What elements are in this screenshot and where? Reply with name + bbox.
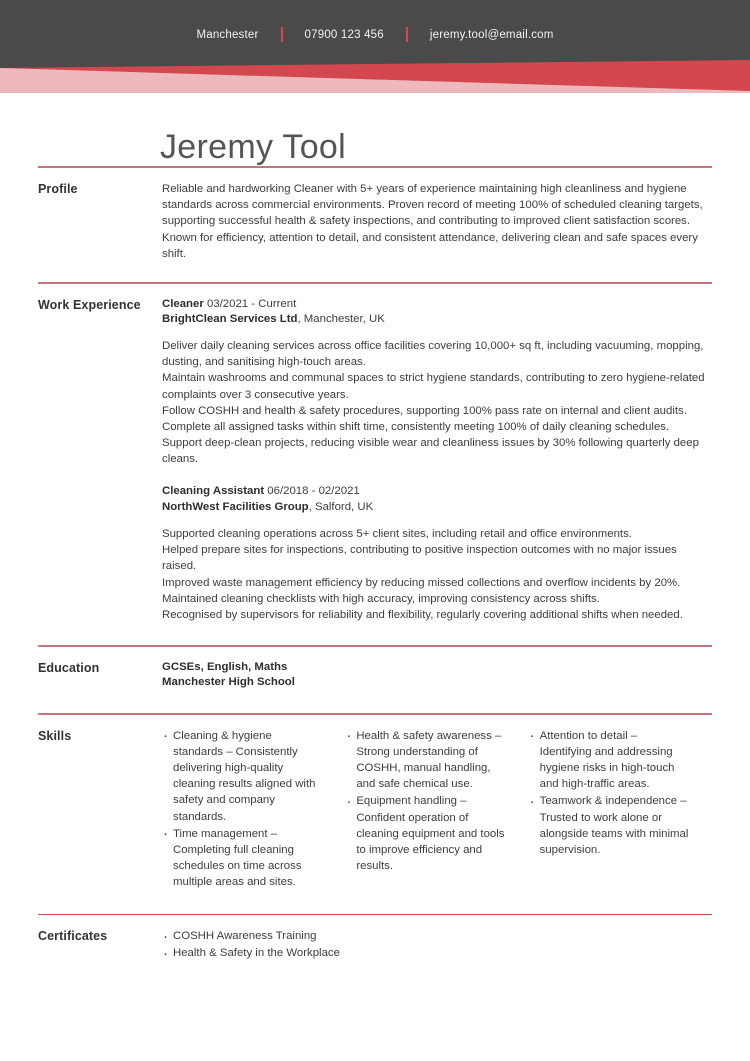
section-skills [38,715,712,914]
section-body-education [162,660,712,691]
skill-item: · Attention to detail – Identifying and addressing hygiene risks in high-touch and high-traffic areas. [529,728,690,793]
section-label-profile: Profile [38,181,78,196]
resume-header [0,0,750,93]
section-body-skills [162,728,712,892]
name-block [0,93,750,166]
job-line: Support deep-clean projects, reducing visible wear and cleanliness issues by 30% following quarterly deep cleans. [162,437,699,466]
contact-phone: 07900 123 456 [304,28,384,41]
candidate-name: Jeremy Tool [160,128,346,166]
certificates-list [162,928,712,961]
skills-list [162,728,323,891]
job-responsibilities [162,526,712,623]
section-work-experience [38,284,712,646]
job-line: Improved waste management efficiency by reducing missed collections and overflow incidents by 20%. [162,576,681,589]
job-dates: 06/2018 - 02/2021 [267,485,360,498]
job-line: Maintained cleaning checklists with high accuracy, improving consistency across shifts. [162,592,600,605]
education-degree: GCSEs, English, Maths [162,660,288,673]
section-education [38,647,712,713]
job-title: Cleaning Assistant [162,485,265,498]
skills-column [529,728,712,892]
certificate-item: · Health & Safety in the Workplace [162,945,712,961]
section-body-certificates [162,928,712,962]
job-title-line [162,297,712,313]
job-org-line [162,312,712,328]
section-profile [38,168,712,282]
certificate-item: · COSHH Awareness Training [162,928,712,944]
job-location: , Manchester, UK [297,313,385,326]
job-location: , Salford, UK [308,501,374,514]
job-line: Maintain washrooms and communal spaces to strict hygiene standards, contributing to zero hygiene-related complaints over 3 consecutive years. [162,372,705,401]
skill-item: · Cleaning & hygiene standards – Consistently delivering high-quality cleaning results aligned with safety and company standards. [162,728,323,825]
job-heading [162,484,712,515]
contact-email: jeremy.tool@email.com [429,28,554,41]
contact-location: Manchester [196,28,259,41]
job-line: Deliver daily cleaning services across office facilities covering 10,000+ sq ft, including vacuuming, mopping, dusting, and sanitising high-touch areas. [162,339,704,369]
education-school: Manchester High School [162,676,295,689]
skills-column [345,728,528,892]
skill-item: · Time management – Completing full cleaning schedules on time across multiple areas and sites. [162,826,323,891]
skill-item: · Teamwork & independence – Trusted to work alone or alongside teams with minimal supervision. [529,793,690,858]
resume-content [0,166,750,982]
job-dates: 03/2021 - Current [206,297,297,310]
skills-column [162,728,345,892]
section-body-work-experience [162,297,712,624]
section-certificates [38,915,712,982]
section-label-education: Education [38,660,100,675]
job-organization: NorthWest Facilities Group [162,501,309,514]
skill-item: · Health & safety awareness – Strong understanding of COSHH, manual handling, and safe chemical use. [345,728,506,793]
skills-list [345,728,506,875]
skills-list [529,728,690,859]
job-line: Complete all assigned tasks within shift time, consistently meeting 100% of daily cleaning schedules. [162,420,670,433]
job-org-line [162,500,712,516]
job-line: Recognised by supervisors for reliability and flexibility, regularly covering additional shifts when needed. [162,608,683,621]
skills-columns [162,728,712,892]
section-label-skills: Skills [38,728,72,743]
job-entry [162,297,712,468]
job-responsibilities [162,338,712,468]
skill-item: · Equipment handling – Confident operation of cleaning equipment and tools to improve efficiency and results. [345,793,506,874]
job-line: Supported cleaning operations across 5+ client sites, including retail and office environments. [162,527,632,540]
job-entry [162,484,712,623]
job-organization: BrightClean Services Ltd [162,313,298,326]
job-title-line [162,484,712,500]
profile-text: Reliable and hardworking Cleaner with 5+ years of experience maintaining high cleanliness and hygiene standards across commercial environments. Proven record of meeting 100% of scheduled cleaning targets, supporting successful health & safety inspections, and contributing to improved client satisfaction scores. Known for efficiency, attention to detail, and consistent attendance, delivering clean and safe spaces every shift. [162,182,703,260]
section-label-certificates: Certificates [38,929,108,944]
section-body-profile [162,181,712,262]
job-title: Cleaner [162,297,204,310]
contact-bar [0,0,750,69]
job-line: Follow COSHH and health & safety procedures, supporting 100% pass rate on internal and client audits. [162,404,687,417]
section-label-work-experience: Work Experience [38,297,141,312]
job-heading [162,297,712,328]
job-line: Helped prepare sites for inspections, contributing to positive inspection outcomes with no major issues raised. [162,544,677,573]
